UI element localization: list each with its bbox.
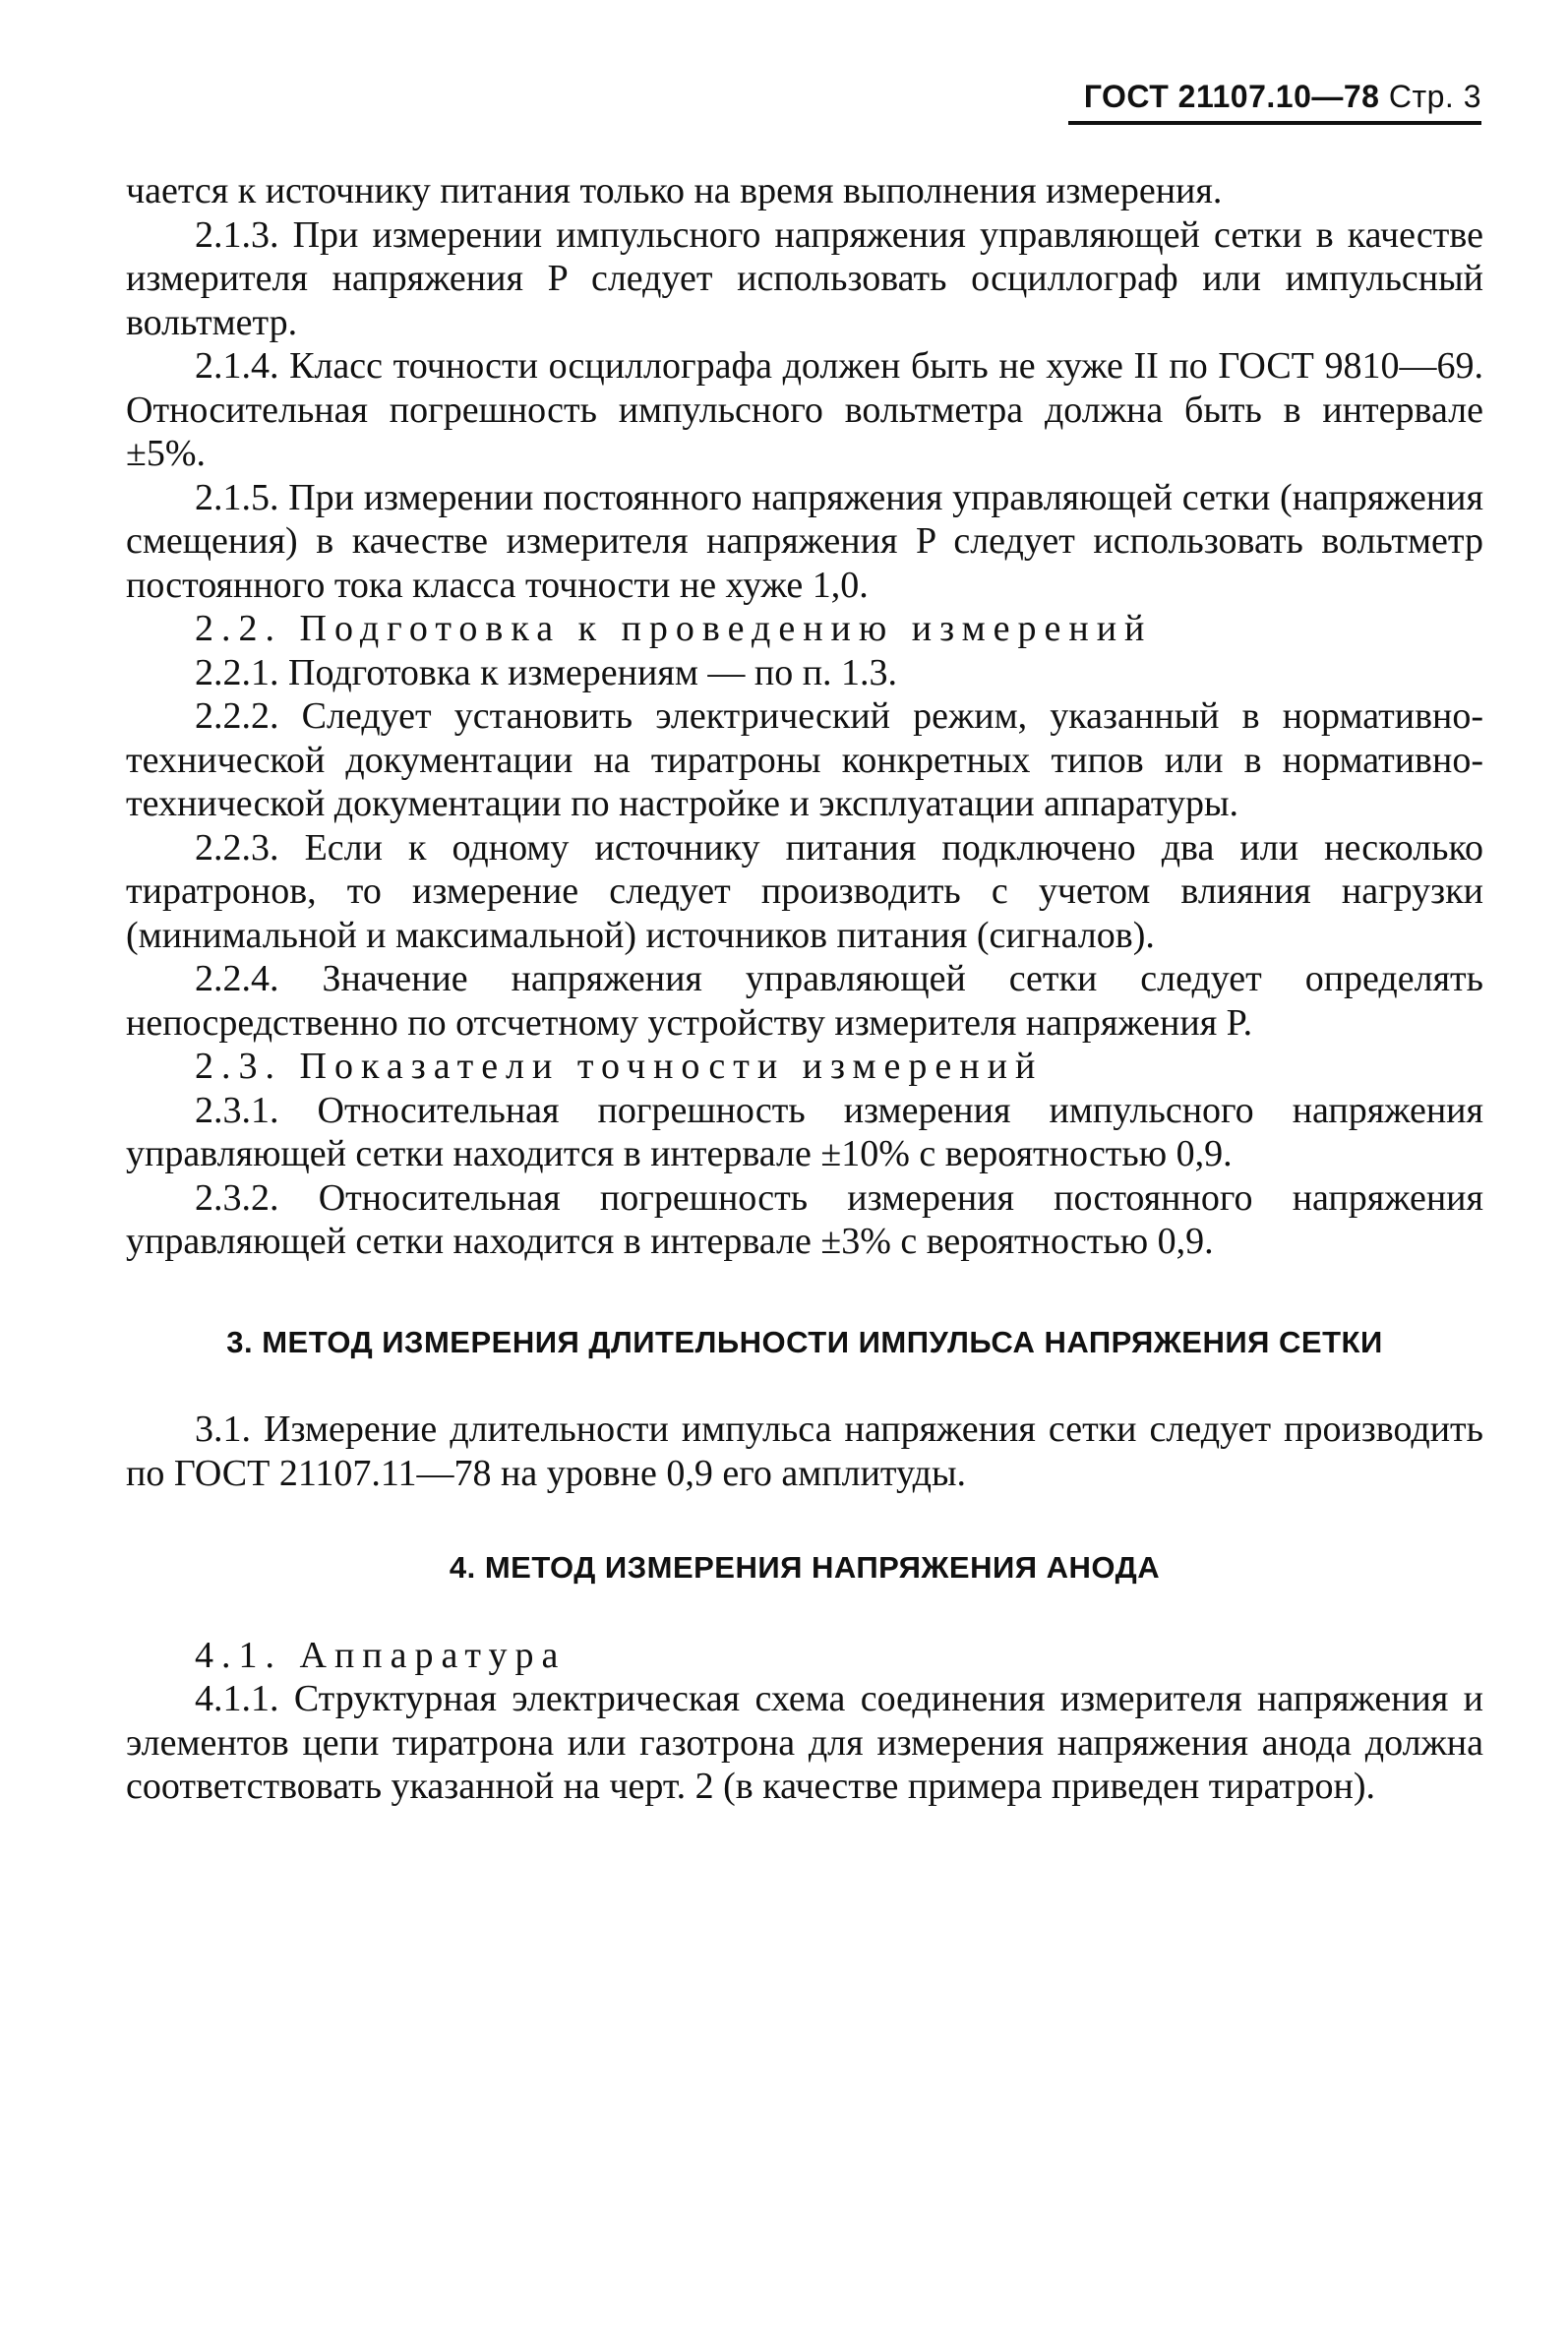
paragraph-2-3-1: 2.3.1. Относительная погрешность измерения импульсного напряжения управляющей сетки находится в интервале ±10% с вероятностью 0,9. [126,1089,1483,1174]
paragraph-2-2-2: 2.2.2. Следует установить электрический режим, указанный в нормативно-технической документации на тиратроны конкретных типов или в нормативно-технической документации по настройке и эксплуатации аппаратуры. [126,695,1483,824]
paragraph-3-1: 3.1. Измерение длительности импульса напряжения сетки следует производить по ГОСТ 21107.11—78 на уровне 0,9 его амплитуды. [126,1409,1483,1494]
standard-number: ГОСТ 21107.10—78 [1083,79,1380,114]
document-body [126,169,1483,1809]
subsection-heading-2-2: 2.2. Подготовка к проведению измерений [195,608,1153,649]
section-3-heading: 3. МЕТОД ИЗМЕРЕНИЯ ДЛИТЕЛЬНОСТИ ИМПУЛЬСА НАПРЯЖЕНИЯ СЕТКИ [226,1324,1383,1359]
subsection-heading-4-1: 4.1. Аппаратура [195,1634,567,1676]
paragraph-2-2-1: 2.2.1. Подготовка к измерениям — по п. 1.3. [195,651,898,693]
paragraph-2-2-4: 2.2.4. Значение напряжения управляющей сетки следует определять непосредственно по отсчетному устройству измерителя напряжения P. [126,958,1483,1044]
paragraph-2-3-2: 2.3.2. Относительная погрешность измерения постоянного напряжения управляющей сетки находится в интервале ±3% с вероятностью 0,9. [126,1176,1483,1262]
page-number: Стр. 3 [1388,79,1481,114]
subsection-heading-2-3: 2.3. Показатели точности измерений [195,1046,1044,1087]
paragraph-2-1-5: 2.1.5. При измерении постоянного напряжения управляющей сетки (напряжения смещения) в качестве измерителя напряжения P следует использовать вольтметр постоянного тока класса точности не хуже 1,0. [126,476,1483,606]
paragraph-2-1-3: 2.1.3. При измерении импульсного напряжения управляющей сетки в качестве измерителя напряжения P следует использовать осциллограф или импульсный вольтметр. [126,213,1483,343]
section-4-heading: 4. МЕТОД ИЗМЕРЕНИЯ НАПРЯЖЕНИЯ АНОДА [449,1550,1161,1585]
paragraph-4-1-1: 4.1.1. Структурная электрическая схема соединения измерителя напряжения и элементов цепи тиратрона или газотрона для измерения напряжения анода должна соответствовать указанной на черт. 2 (в качестве примера приведен тиратрон). [126,1678,1483,1807]
paragraph-continuation: чается к источнику питания только на время выполнения измерения. [126,170,1223,211]
paragraph-2-1-4: 2.1.4. Класс точности осциллографа должен быть не хуже II по ГОСТ 9810—69. Относительная погрешность импульсного вольтметра должна быть в интервале ±5%. [126,345,1483,474]
paragraph-2-2-3: 2.2.3. Если к одному источнику питания подключено два или несколько тиратронов, то измерение следует производить с учетом влияния нагрузки (минимальной и максимальной) источников питания (сигналов). [126,826,1483,956]
page-header [1068,79,1481,125]
